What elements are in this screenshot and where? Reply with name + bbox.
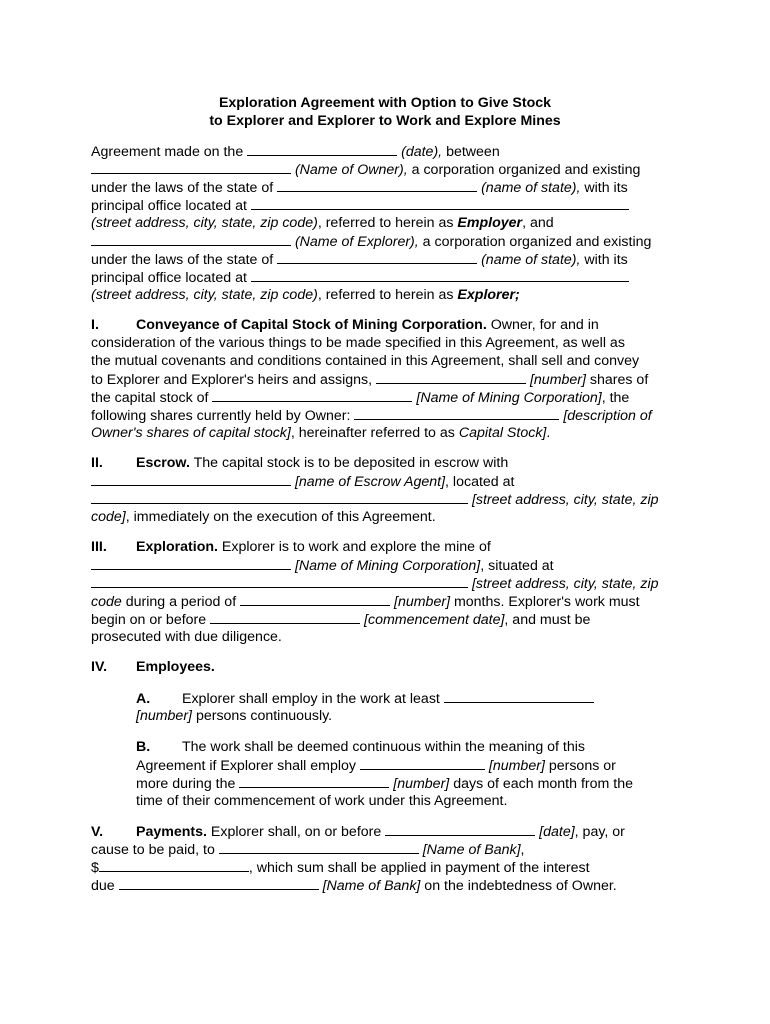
section-number: I.	[91, 317, 99, 333]
section-text: the capital stock of	[91, 390, 213, 406]
section-text: The work shall be deemed continuous within the meaning of this	[182, 739, 585, 755]
section-text: , located at	[445, 474, 515, 490]
section-text: , which sum shall be applied in payment of the interest	[248, 860, 590, 876]
placeholder-label: [number]	[389, 776, 450, 792]
section-text: persons continuously.	[192, 708, 333, 724]
section-text: following shares currently held by Owner:	[91, 408, 355, 424]
section-heading: Conveyance of Capital Stock of Mining Corporation.	[136, 317, 487, 333]
placeholder-label: (street address, city, state, zip code)	[91, 287, 318, 303]
section-text: Owner, for and in	[486, 317, 599, 333]
intro-text: principal office located at	[91, 270, 251, 286]
subsection-number: A.	[136, 691, 151, 707]
mine-name-blank[interactable]	[91, 556, 291, 570]
section-text: Explorer shall employ in the work at least	[182, 691, 444, 707]
intro-text: Agreement made on the	[91, 144, 248, 160]
explorer-address-blank[interactable]	[251, 268, 629, 282]
section-number: IV.	[91, 659, 108, 675]
commencement-date-blank[interactable]	[210, 610, 360, 624]
title-line-2: to Explorer and Explorer to Work and Explore Mines	[209, 113, 561, 129]
section-text: the mutual covenants and conditions contained in this Agreement, shall sell and convey	[91, 353, 640, 369]
placeholder-label: code	[91, 594, 122, 610]
intro-text: , referred to herein as	[317, 287, 458, 303]
section-text: prosecuted with due diligence.	[91, 629, 282, 645]
section-text: begin on or before	[91, 612, 211, 628]
section-text: , the	[601, 390, 630, 406]
intro-text: a corporation organized and existing	[407, 162, 641, 178]
intro-text: , referred to herein as	[317, 215, 458, 231]
placeholder-label: (Name of Owner),	[291, 162, 408, 178]
persons-number-blank[interactable]	[360, 756, 485, 770]
section-number: V.	[91, 824, 104, 840]
defined-term: Explorer;	[457, 287, 520, 303]
section-text: , and must be	[504, 612, 591, 628]
intro-paragraph	[91, 142, 691, 304]
placeholder-label: (name of state),	[477, 252, 581, 268]
placeholder-label: [Name of Bank]	[318, 878, 421, 894]
section-text: The capital stock is to be deposited in escrow with	[189, 455, 509, 471]
section-heading: Employees.	[136, 659, 215, 675]
placeholder-label: Owner's shares of capital stock]	[91, 425, 291, 441]
subsection-number: B.	[136, 739, 151, 755]
placeholder-label: [Name of Mining Corporation]	[291, 558, 481, 574]
section-text: time of their commencement of work under this Agreement.	[136, 793, 508, 809]
placeholder-label: (street address, city, state, zip code)	[91, 215, 318, 231]
placeholder-label: [Name of Mining Corporation]	[412, 390, 602, 406]
section-text: , immediately on the execution of this Agreement.	[125, 509, 436, 525]
section-text: shares of	[585, 372, 649, 388]
section-text: persons or	[544, 758, 616, 774]
defined-term: Capital Stock]	[458, 425, 547, 441]
explorer-name-blank[interactable]	[91, 232, 291, 246]
placeholder-label: [commencement date]	[360, 612, 505, 628]
section-text: due	[91, 878, 119, 894]
section-1	[91, 316, 691, 442]
placeholder-label: (date),	[397, 144, 443, 160]
escrow-agent-blank[interactable]	[91, 472, 291, 486]
section-text: Explorer is to work and explore the mine of	[217, 539, 491, 555]
owner-name-blank[interactable]	[91, 160, 291, 174]
placeholder-label: (name of state),	[477, 180, 581, 196]
intro-text: with its	[580, 252, 628, 268]
intro-text: principal office located at	[91, 198, 251, 214]
owner-state-blank[interactable]	[277, 178, 477, 192]
section-text: on the indebtedness of Owner.	[420, 878, 617, 894]
section-text: , pay, or	[574, 824, 625, 840]
placeholder-label: [date]	[535, 824, 575, 840]
due-bank-blank[interactable]	[119, 876, 319, 890]
placeholder-label: code]	[91, 509, 126, 525]
section-number: II.	[91, 455, 103, 471]
section-text: .	[546, 425, 551, 441]
section-text: consideration of the various things to be made specified in this Agreement, as well as	[91, 335, 625, 351]
placeholder-label: [number]	[136, 708, 192, 724]
placeholder-label: [number]	[390, 594, 451, 610]
section-5	[91, 822, 691, 894]
section-text: , hereinafter referred to as	[290, 425, 459, 441]
section-heading: Exploration.	[136, 539, 218, 555]
intro-text: under the laws of the state of	[91, 252, 278, 268]
escrow-address-blank[interactable]	[91, 490, 468, 504]
section-number: III.	[91, 539, 107, 555]
placeholder-label: [name of Escrow Agent]	[291, 474, 446, 490]
shares-number-blank[interactable]	[376, 370, 526, 384]
section-text: Agreement if Explorer shall employ	[136, 758, 360, 774]
placeholder-label: [number]	[526, 372, 586, 388]
intro-text: under the laws of the state of	[91, 180, 278, 196]
document-title	[0, 94, 770, 130]
section-3	[91, 538, 691, 646]
section-text: ,	[520, 842, 525, 858]
section-text: during a period of	[121, 594, 241, 610]
placeholder-label: [number]	[484, 758, 545, 774]
defined-term: Employer	[457, 215, 523, 231]
section-text: months. Explorer's work must	[450, 594, 640, 610]
section-4	[91, 658, 691, 676]
intro-text: , and	[522, 215, 554, 231]
intro-text: with its	[580, 180, 628, 196]
section-text: Explorer shall, on or before	[206, 824, 386, 840]
section-heading: Payments.	[136, 824, 207, 840]
section-text: more during the	[136, 776, 240, 792]
subsection-4a	[136, 689, 696, 725]
subsection-4b	[136, 738, 696, 810]
section-2	[91, 454, 691, 526]
placeholder-label: (Name of Explorer),	[291, 234, 419, 250]
months-number-blank[interactable]	[240, 592, 390, 606]
mining-corp-blank[interactable]	[212, 388, 412, 402]
intro-text: a corporation organized and existing	[418, 234, 652, 250]
amount-blank[interactable]	[99, 858, 249, 872]
section-text: days of each month from the	[449, 776, 633, 792]
explorer-state-blank[interactable]	[277, 250, 477, 264]
mine-address-blank[interactable]	[91, 574, 468, 588]
placeholder-label: [Name of Bank]	[418, 842, 521, 858]
payment-date-blank[interactable]	[385, 822, 535, 836]
section-text: cause to be paid, to	[91, 842, 219, 858]
title-line-1: Exploration Agreement with Option to Give Stock	[218, 95, 552, 111]
shares-description-blank[interactable]	[354, 406, 559, 420]
section-text: $	[91, 860, 99, 876]
owner-address-blank[interactable]	[251, 196, 629, 210]
section-text: , situated at	[480, 558, 554, 574]
placeholder-label: [street address, city, state, zip	[468, 576, 659, 592]
section-heading: Escrow.	[136, 455, 190, 471]
days-number-blank[interactable]	[239, 774, 389, 788]
placeholder-label: [description of	[559, 408, 652, 424]
intro-text: between	[442, 144, 500, 160]
date-blank[interactable]	[247, 142, 397, 156]
placeholder-label: [street address, city, state, zip	[468, 492, 659, 508]
bank-name-blank[interactable]	[219, 840, 419, 854]
section-text: to Explorer and Explorer's heirs and assigns,	[91, 372, 377, 388]
employee-count-blank[interactable]	[444, 689, 594, 703]
